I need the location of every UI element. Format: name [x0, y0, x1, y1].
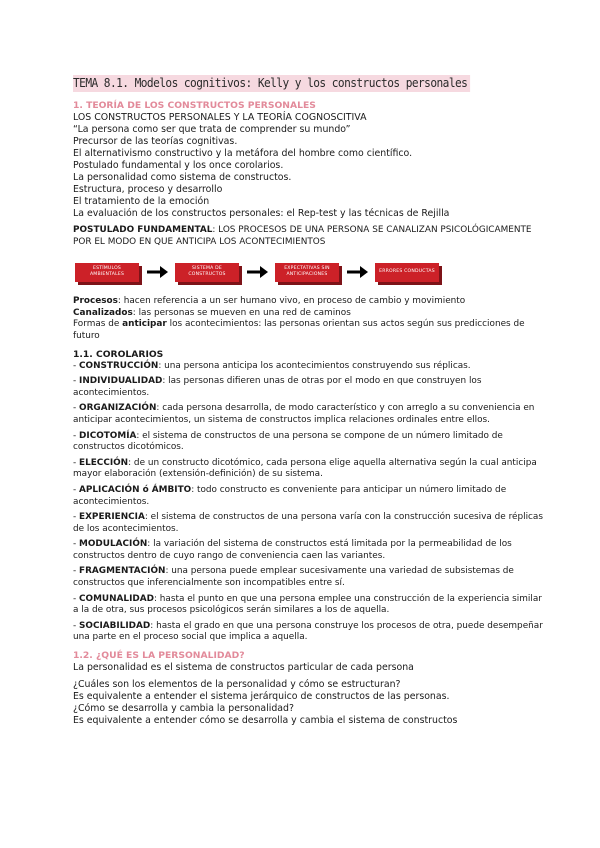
- corolario-text: : una persona puede emplear sucesivamente una variedad de subsistemas de constructos que inferencialmente son incompatibles entre sí.: [73, 566, 514, 589]
- corolario-label: EXPERIENCIA: [79, 512, 145, 523]
- corolario-item: - INDIVIDUALIDAD: las personas difieren unas de otras por el modo en que construyen los acontecimientos.: [73, 376, 482, 398]
- corolario-text: : una persona anticipa los acontecimientos construyendo sus réplicas.: [158, 360, 471, 371]
- corolario-item: - ORGANIZACIÓN: cada persona desarrolla, de modo característico y con arreglo a su conveniencia en anticipar acontecimientos, un sistema de constructos implica relaciones ordinales entre ellos.: [73, 403, 535, 425]
- intro-line: Precursor de las teorías cognitivas.: [73, 136, 238, 147]
- corolario-item: - EXPERIENCIA: el sistema de constructos de una persona varía con la construcción sucesiva de réplicas de los acontecimientos.: [73, 512, 543, 534]
- def-prefix: Formas de: [73, 319, 123, 330]
- corolario-label: ELECCIÓN: [79, 457, 129, 468]
- corolarios-list: [73, 361, 543, 644]
- intro-line: La personalidad como sistema de constructos.: [73, 172, 292, 183]
- corolario-text: : cada persona desarrolla, de modo característico y con arreglo a su conveniencia en anticipar acontecimientos, un sistema de constructos implica relaciones ordinales entre ellos.: [73, 403, 535, 425]
- section-heading-teoria: 1. TEORÍA DE LOS CONSTRUCTOS PERSONALES: [73, 100, 316, 111]
- postulado-paragraph: [73, 225, 543, 248]
- diagram-box-sistema: SISTEMA DE CONSTRUCTOS: [175, 263, 239, 282]
- personalidad-line: ¿Cuáles son los elementos de la personalidad y cómo se estructuran?: [73, 679, 401, 691]
- corolario-text: : el sistema de constructos de una persona se compone de un número limitado de constructos dicotómicos.: [73, 430, 503, 453]
- def-label: Canalizados: [73, 307, 133, 318]
- def-text: los acontecimientos: las personas orientan sus actos según sus predicciones de futuro: [73, 319, 525, 341]
- corolario-label: DICOTOMÍA: [79, 430, 137, 441]
- corolario-item: - SOCIABILIDAD: hasta el grado en que una persona construye los procesos de otra, puede desempeñar una parte en el proceso social que implica a aquella.: [73, 620, 543, 643]
- def-label: Procesos: [73, 296, 118, 307]
- diagram-box-expectativas: EXPECTATIVAS SIN ANTICIPACIONES: [275, 263, 339, 282]
- intro-lines: [73, 112, 543, 220]
- corolario-item: - APLICACIÓN ó ÁMBITO: todo constructo es conveniente para anticipar un número limitado de acontecimientos.: [73, 484, 507, 507]
- corolario-item: - FRAGMENTACIÓN: una persona puede emplear sucesivamente una variedad de subsistemas de constructos que inferencialmente son incompatibles entre sí.: [73, 566, 514, 589]
- diagram-box-estimulos: ESTÍMULOS AMBIENTALES: [75, 263, 139, 282]
- corolario-label: CONSTRUCCIÓN: [79, 360, 159, 371]
- corolario-text: : la variación del sistema de constructos está limitada por la permeabilidad de los constructos dentro de cuyo rango de conveniencia caen las variantes.: [73, 539, 512, 561]
- personalidad-qa: [73, 679, 543, 727]
- personalidad-line: La personalidad es el sistema de constructos particular de cada persona: [73, 662, 414, 674]
- def-text: : hacen referencia a un ser humano vivo, en proceso de cambio y movimiento: [117, 296, 466, 307]
- flow-diagram: [75, 260, 543, 284]
- def-canalizados: [73, 308, 543, 320]
- right-arrow-icon: [147, 265, 169, 279]
- def-procesos: [73, 296, 543, 308]
- right-arrow-icon: [347, 265, 369, 279]
- intro-line: LOS CONSTRUCTOS PERSONALES Y LA TEORÍA COGNOSCITIVA: [73, 112, 367, 123]
- right-arrow-icon: [247, 265, 269, 279]
- corolario-text: : el sistema de constructos de una persona varía con la construcción sucesiva de réplicas de los acontecimientos.: [73, 512, 543, 534]
- corolario-label: FRAGMENTACIÓN: [79, 566, 166, 577]
- corolario-text: : de un constructo dicotómico, cada persona elige aquella alternativa según la cual anticipa mayor elaboración (extensión-definición) de su sistema.: [73, 457, 537, 480]
- corolario-label: ORGANIZACIÓN: [79, 403, 157, 414]
- corolario-text: : hasta el grado en que una persona construye los procesos de otra, puede desempeñar una parte en el proceso social que implica a aquella.: [73, 620, 543, 643]
- personalidad-line: ¿Cómo se desarrolla y cambia la personalidad?: [73, 703, 294, 715]
- personalidad-line: Es equivalente a entender el sistema jerárquico de constructos de las personas.: [73, 691, 450, 703]
- corolario-item: - DICOTOMÍA: el sistema de constructos de una persona se compone de un número limitado de constructos dicotómicos.: [73, 430, 503, 453]
- intro-line: Postulado fundamental y los once corolarios.: [73, 160, 284, 171]
- corolarios-heading: 1.1. COROLARIOS: [73, 348, 164, 360]
- postulado-label: POSTULADO FUNDAMENTAL: [73, 225, 213, 235]
- intro-line: El tratamiento de la emoción: [73, 196, 210, 207]
- page-title: TEMA 8.1. Modelos cognitivos: Kelly y los constructos personales: [73, 75, 470, 92]
- corolario-text: : las personas difieren unas de otras por el modo en que construyen los acontecimientos.: [73, 376, 482, 398]
- postulado-text: : LOS PROCESOS DE UNA PERSONA SE CANALIZAN PSICOLÓGICAMENTE POR EL MODO EN QUE ANTICIPA LOS ACONTECIMIENTOS: [73, 225, 532, 247]
- personalidad-line: Es equivalente a entender cómo se desarrolla y cambia el sistema de constructos: [73, 715, 458, 727]
- intro-line: El alternativismo constructivo y la metáfora del hombre como científico.: [73, 148, 413, 159]
- corolario-item: - COMUNALIDAD: hasta el punto en que una persona emplee una construcción de la experiencia similar a la de otra, sus procesos psicológicos serán similares a los de aquella.: [73, 593, 542, 616]
- section-heading-personalidad: 1.2. ¿QUÉ ES LA PERSONALIDAD?: [73, 650, 245, 662]
- intro-line: “La persona como ser que trata de comprender su mundo”: [73, 124, 351, 135]
- intro-line: Estructura, proceso y desarrollo: [73, 184, 223, 195]
- document-page: [73, 72, 543, 727]
- corolario-label: INDIVIDUALIDAD: [79, 376, 163, 387]
- corolario-text: : hasta el punto en que una persona emplee una construcción de la experiencia similar a la de otra, sus procesos psicológicos serán similares a los de aquella.: [73, 593, 542, 616]
- corolario-label: MODULACIÓN: [79, 539, 148, 550]
- corolario-item: - MODULACIÓN: la variación del sistema de constructos está limitada por la permeabilidad de los constructos dentro de cuyo rango de conveniencia caen las variantes.: [73, 539, 512, 561]
- corolario-label: APLICACIÓN ó ÁMBITO: [79, 484, 192, 495]
- diagram-box-errores: ERRORES CONDUCTAS: [375, 263, 439, 282]
- corolario-text: : todo constructo es conveniente para anticipar un número limitado de acontecimientos.: [73, 484, 507, 507]
- corolario-label: COMUNALIDAD: [79, 593, 154, 604]
- intro-line: La evaluación de los constructos personales: el Rep-test y las técnicas de Rejilla: [73, 208, 450, 219]
- corolario-item: - CONSTRUCCIÓN: una persona anticipa los acontecimientos construyendo sus réplicas.: [73, 360, 471, 371]
- def-text: : las personas se mueven en una red de caminos: [132, 307, 351, 318]
- corolario-label: SOCIABILIDAD: [79, 620, 151, 631]
- def-anticipar: [73, 319, 543, 342]
- def-label: anticipar: [122, 319, 167, 330]
- corolario-item: - ELECCIÓN: de un constructo dicotómico, cada persona elige aquella alternativa según la cual anticipa mayor elaboración (extensión-definición) de su sistema.: [73, 457, 537, 480]
